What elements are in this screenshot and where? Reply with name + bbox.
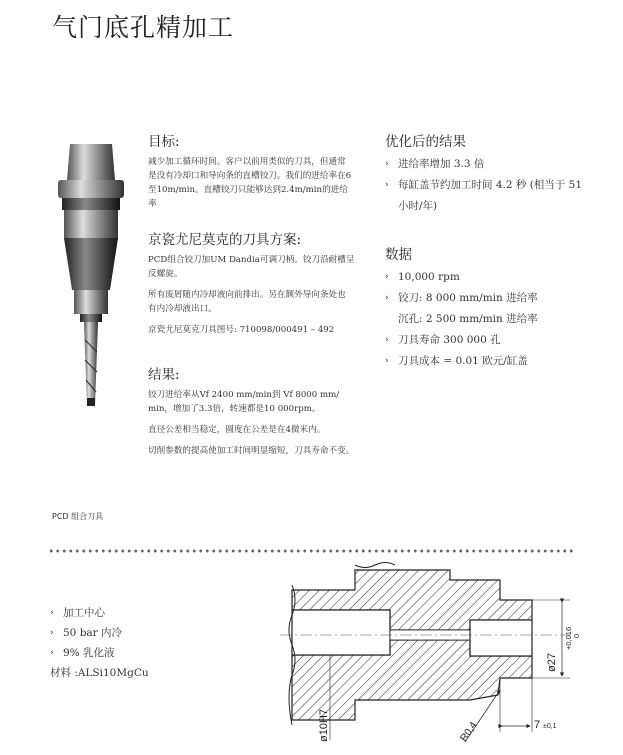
arrow-icon: ›	[385, 335, 389, 345]
result-text: 切削参数的提高使加工时间明显缩短，刀具寿命不变。	[148, 446, 355, 456]
goal-heading: 目标:	[148, 134, 180, 150]
tolerance-upper: +0,016	[564, 626, 573, 650]
page-title: 气门底孔精加工	[52, 13, 235, 42]
solution-text: 有内冷却液出口。	[148, 304, 217, 314]
tolerance-lower: 0	[572, 633, 581, 638]
arrow-icon: ›	[50, 648, 54, 658]
list-item: 沉孔: 2 500 mm/min 进给率	[398, 313, 538, 325]
optimized-heading: 优化后的结果	[385, 134, 466, 150]
list-item: › 10,000 rpm	[385, 267, 610, 288]
tool-drawing-number: 京瓷尤尼莫克刀具图号: 710098/000491 – 492	[148, 325, 335, 335]
dotted-divider	[48, 548, 573, 554]
depth-label: 7	[534, 719, 541, 731]
arrow-icon: ›	[385, 272, 389, 282]
result-text: 直径公差相当稳定，圆度在公差是在4微米内。	[148, 425, 326, 435]
list-item: › 刀具寿命 300 000 孔	[385, 330, 610, 351]
arrow-icon: ›	[385, 159, 389, 169]
list-item: › 每缸盖节约加工时间 4.2 秒 (相当于 51	[385, 175, 610, 196]
list-item: › 铰刀: 8 000 mm/min 进给率	[385, 288, 610, 309]
solution-text: 反螺旋。	[148, 269, 183, 279]
bore-diameter-label: ø10H7	[318, 708, 330, 742]
material-label: 材料 :ALSi10MgCu	[50, 667, 149, 679]
reamer-tool-image	[40, 140, 140, 420]
list-item: › 9% 乳化液	[50, 643, 250, 663]
solution-text: 所有废屑随内冷却液向前排出。另在额外导向条处也	[148, 290, 346, 300]
list-item: › 加工中心	[50, 603, 250, 623]
arrow-icon: ›	[385, 180, 389, 190]
arrow-icon: ›	[50, 628, 54, 638]
data-heading: 数据	[385, 247, 412, 263]
goal-line: 是没有冷却口和导向条的直槽铰刀。我们的进给率在6	[148, 171, 352, 181]
tool-caption: PCD 组合刀具	[52, 512, 104, 521]
counterbore-diameter-label: ø27	[546, 653, 558, 672]
list-item: › 进给率增加 3.3 倍	[385, 154, 610, 175]
list-item: › 刀具成本 = 0.01 欧元/缸盖	[385, 351, 610, 372]
arrow-icon: ›	[385, 293, 389, 303]
list-item: › 50 bar 内冷	[50, 623, 250, 643]
technical-drawing	[270, 560, 615, 750]
result-text: 铰刀进给率从Vf 2400 mm/min到 Vf 8000 mm/	[148, 390, 340, 400]
arrow-icon: ›	[50, 608, 54, 618]
solution-text: PCD组合铰刀加UM Dandia可调刀柄。铰刀沿耐槽呈	[148, 255, 355, 265]
depth-tolerance: ±0,1	[543, 723, 557, 730]
result-heading: 结果:	[148, 367, 180, 383]
arrow-icon: ›	[385, 356, 389, 366]
goal-line: 至10m/min。直槽铰刀只能够达到2.4m/min的进给	[148, 185, 348, 195]
result-text: min，增加了3.3倍，转速都是10 000rpm。	[148, 404, 321, 414]
radius-label: R0,4	[458, 720, 480, 744]
goal-line: 减少加工循环时间。客户以前用类似的刀具，但通常	[148, 157, 346, 167]
goal-line: 率	[148, 199, 157, 209]
list-item-continuation: 小时/年)	[398, 200, 438, 212]
solution-heading: 京瓷尤尼莫克的刀具方案:	[148, 232, 302, 248]
